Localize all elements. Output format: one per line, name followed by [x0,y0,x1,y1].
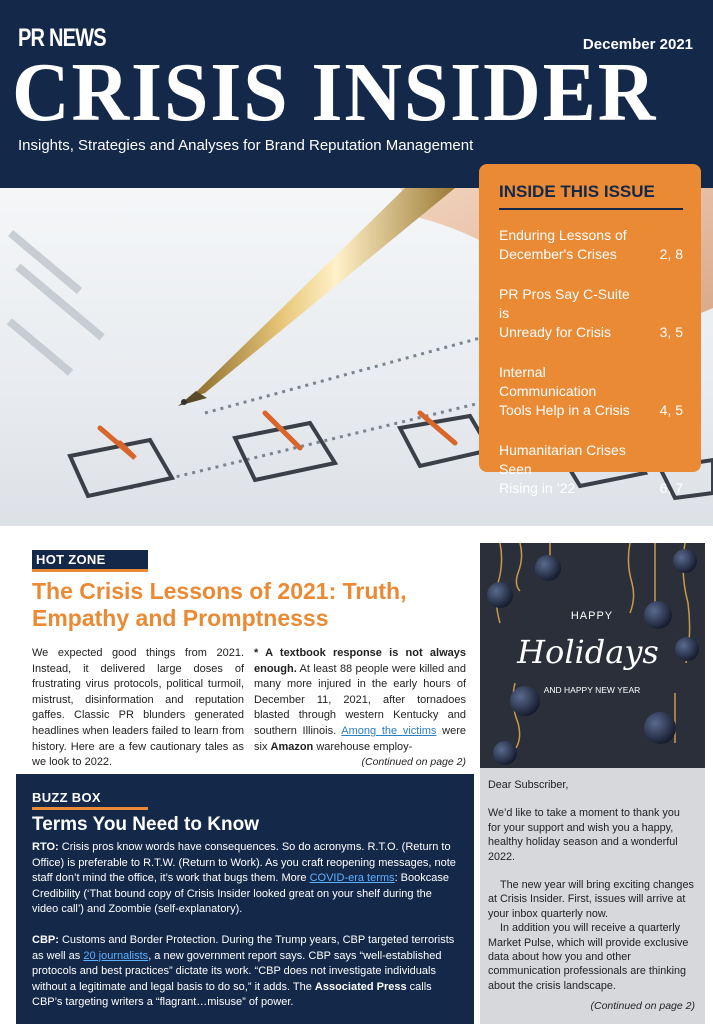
newsletter-subtitle: Insights, Strategies and Analyses for Brand Reputation Management [18,137,474,154]
letter-paragraph: We’d like to take a moment to thank you for your support and wish you a happy, healthy holiday season and a wonderful 2022. [488,807,680,863]
covid-terms-link[interactable]: COVID-era terms [309,872,395,885]
article-headline [32,578,462,632]
happy-text: HAPPY [570,610,614,622]
toc-item[interactable] [499,441,683,498]
buzz-box-title: Terms You Need to Know [32,814,259,835]
inside-this-issue-heading: INSIDE THIS ISSUE [499,182,683,210]
toc-item-title: Enduring Lessons of [499,227,627,243]
lead-sentence: * A textbook response is not always enough. [254,647,466,675]
buzz-box [16,774,474,1024]
toc-item-pages: 3, 5 [659,324,683,340]
toc-item-pages: 2, 8 [659,246,683,262]
body-text: warehouse employ- [313,740,413,753]
holiday-card-image [480,543,705,768]
toc-item-title: Tools Help in a Crisis [499,402,630,418]
letter-salutation: Dear Subscriber, [488,779,569,791]
brand-logo: PR NEWS [18,24,106,52]
journalists-link[interactable]: 20 journalists [83,949,149,962]
hot-zone-article [32,550,466,769]
letter-paragraph: In addition you will receive a quarterly Market Pulse, which will provide exclusive data about how you and other communication professionals are thinking about the crisis landscape. [488,922,689,992]
newsletter-title: CRISIS INSIDER [12,46,658,139]
body-text: Crisis pros know words have consequences. So do acronyms. R.T.O. (Return to Office) is preferable to R.T.W. (Return to Work). As you craft reopening messages, note staff don’t mind the office, it’s work that bugs them. More [32,841,456,885]
letter-continued-link[interactable]: (Continued on page 2) [590,1000,695,1013]
headline-line: The Crisis Lessons of 2021: Truth, [32,578,407,604]
body-text: Customs and Border Protection. During the Trump years, CBP targeted terrorists as well as [32,933,455,962]
letter-paragraph: The new year will bring exciting changes at Crisis Insider. First, issues will arrive at your inbox quarterly now. [488,879,694,920]
victims-link[interactable]: Among the victims [341,724,437,737]
toc-item-pages: 6, 7 [659,480,683,496]
holidays-script-text: Holidays [517,633,659,671]
buzz-box-tag: BUZZ BOX [32,788,148,810]
associated-press-bold: Associated Press [314,980,407,993]
masthead [0,0,713,188]
buzz-paragraph [32,933,460,1011]
headline-line: Empathy and Promptnesss [32,605,329,631]
article-column-left: We expected good things from 2021. Instead, it delivered large doses of frustrating virus protocols, political turmoil, mistrust, disinformation and reputation gaffes. Classic PR blunders generated headlines when leaders failed to learn from history. Here are a few cautionary tales as we look to 2022. [32,647,244,769]
toc-item-pages: 4, 5 [659,402,683,418]
body-text: , a new government report says. CBP says “well-established protocols and best practices” dictate its work. “CBP does not investigate individuals without a legitimate and legal basis to do so,” it adds. The [32,949,442,993]
article-column-right [254,646,466,771]
inside-this-issue-panel [479,164,701,496]
body-text: calls CBP’s targeting writers a “flagrant…misuse” of power. [32,980,432,1009]
holiday-ornaments-illustration [480,543,705,768]
issue-date: December 2021 [582,36,693,53]
toc-item-title: PR Pros Say C-Suite is [499,286,630,321]
hot-zone-tag: HOT ZONE [32,550,148,572]
term-label: RTO: [32,841,59,853]
toc-item-title: Unready for Crisis [499,324,612,340]
body-text: : Bookcase Credibility (‘That bound copy of Crisis Insider looked great on your shelf during the video call’) and Zoombie (self-explanatory). [32,872,449,916]
toc-item-title: Internal Communication [499,364,597,399]
term-label: CBP: [32,933,59,946]
continued-link[interactable]: (Continued on page 2) [361,756,466,769]
toc-item-title: Rising in ’22 [499,480,576,496]
body-text: were six [254,724,466,753]
table-of-contents [499,226,683,498]
new-year-text: AND HAPPY NEW YEAR [543,685,641,695]
amazon-bold: Amazon [270,740,314,753]
body-text: At least 88 people were killed and many more injured in the early hours of December 11, 2021, after tornadoes blasted through western Kentucky and southern Illinois. [254,662,466,737]
toc-item-title: December's Crises [499,246,617,262]
toc-item[interactable] [499,226,683,264]
toc-item[interactable] [499,285,683,342]
toc-item-title: Humanitarian Crises Seen [499,442,626,477]
buzz-paragraph [32,840,460,918]
toc-item[interactable] [499,363,683,420]
subscriber-letter [480,768,705,1024]
